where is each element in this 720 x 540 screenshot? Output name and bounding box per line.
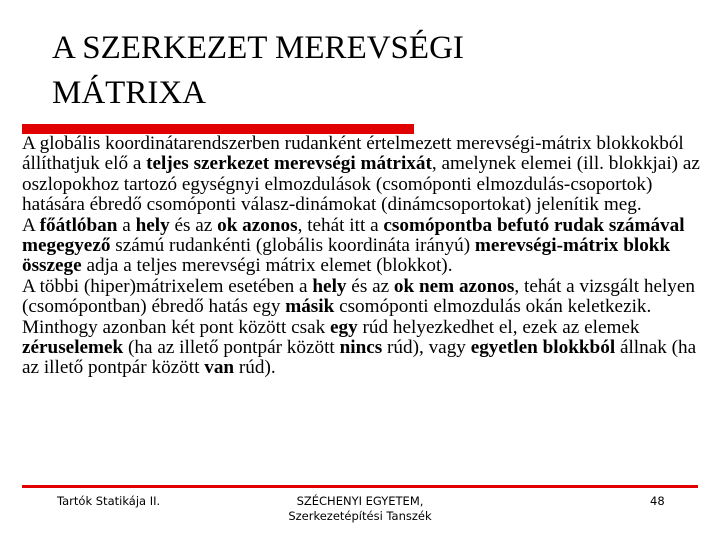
footer-course-title: Tartók Statikája II.	[57, 494, 161, 508]
footer-divider	[22, 485, 698, 488]
p2-text-2: a	[117, 214, 136, 236]
p3-bold-2: ok nem azonos	[393, 275, 515, 297]
p2-text-6: adja a teljes merevségi mátrix elemet (blokkot).	[81, 255, 453, 277]
footer-institution-line-1: SZÉCHENYI EGYETEM,	[296, 494, 424, 508]
p3-text-9: rúd).	[234, 357, 276, 379]
p3-bold-5: zéruselemek	[22, 337, 124, 359]
slide-title-line-2: MÁTRIXA	[52, 75, 206, 111]
p1-bold-1: teljes szerkezet merevségi mátrixát	[146, 153, 432, 175]
p3-bold-6: nincs	[339, 337, 383, 359]
paragraph-3	[22, 277, 704, 379]
p2-bold-1: főátlóban	[39, 214, 118, 236]
p1-text-1: A globális koordinátarendszerben rudanként értelmezett merevségi-mátrix blokkokból állíthatjuk elő a	[22, 133, 684, 175]
p2-text-3: és az	[169, 214, 218, 236]
p3-text-6: (ha az illető pontpár között	[123, 337, 340, 359]
p3-bold-1: hely	[312, 275, 347, 297]
p3-bold-4: egy	[330, 316, 358, 338]
p3-bold-7: egyetlen blokkból	[470, 337, 616, 359]
p2-bold-3: ok azonos	[217, 214, 298, 236]
p1-text-2: , amelynek elemei (ill. blokkjai) az oszlopokhoz tartozó egységnyi elmozdulások (csomóponti elmozdulás-csoportok) hatására ébredő csomóponti válasz-dinámokat (dinámcsoportokat) jelenítik meg.	[22, 153, 700, 216]
p2-bold-2: hely	[135, 214, 170, 236]
p3-text-5: rúd helyezkedhet el, ezek az elemek	[357, 316, 640, 338]
footer-institution	[250, 494, 470, 524]
p2-bold-5: merevségi-mátrix blokk összege	[22, 235, 671, 277]
p3-bold-8: van	[204, 357, 235, 379]
page-number: 48	[650, 494, 665, 508]
p2-text-1: A	[22, 214, 40, 236]
p3-text-2: és az	[346, 275, 394, 297]
p3-text-7: rúd), vagy	[382, 337, 471, 359]
slide-title	[52, 26, 612, 116]
p3-text-3: , tehát a vizsgált helyen (csomópontban) ébredő hatás egy	[22, 275, 696, 318]
paragraph-1	[22, 134, 704, 216]
p2-bold-4: csomópontba befutó rudak számával megegyező	[22, 214, 685, 257]
p3-text-4: csomóponti elmozdulás okán keletkezik. Minthogy azonban két pont között csak	[22, 296, 652, 338]
paragraph-2	[22, 216, 704, 277]
p2-text-5: számú rudankénti (globális koordináta irányú)	[110, 235, 475, 257]
p2-text-4: , tehát itt a	[297, 214, 384, 236]
p3-bold-3: másik	[285, 296, 335, 318]
p3-text-1: A többi (hiper)mátrixelem esetében a	[22, 275, 313, 297]
slide-body	[22, 134, 704, 379]
p3-text-8: állnak (ha az illető pontpár között	[22, 337, 697, 379]
footer-institution-line-2: Szerkezetépítési Tanszék	[288, 509, 432, 523]
slide-title-line-1: A SZERKEZET MEREVSÉGI	[52, 30, 464, 66]
